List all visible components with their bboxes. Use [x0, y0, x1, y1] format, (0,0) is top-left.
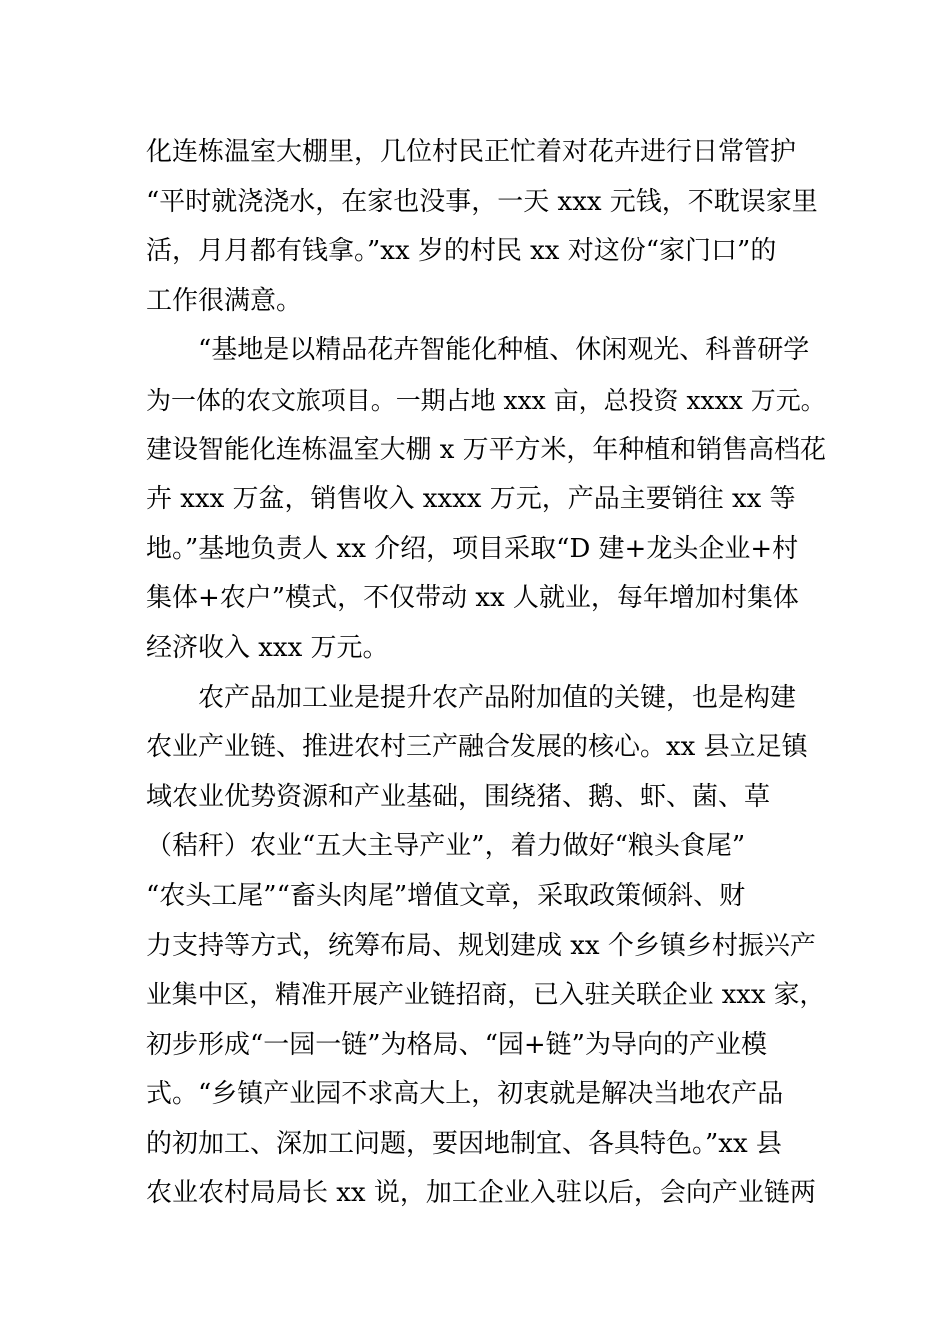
text-line: 域农业优势资源和产业基础，围绕猪、鹅、虾、菌、草	[146, 781, 771, 812]
text-line: “农头工尾”“畜头肉尾”增值文章，采取政策倾斜、财	[146, 880, 746, 911]
text-line: 卉 xxx 万盆，销售收入 xxxx 万元，产品主要销往 xx 等	[146, 484, 796, 515]
text-line: （秸秆）农业“五大主导产业”，着力做好“粮头食尾”	[146, 831, 746, 862]
text-line: 为一体的农文旅项目。一期占地 xxx 亩，总投资 xxxx 万元。	[146, 385, 826, 415]
text-line: 经济收入 xxx 万元。	[146, 632, 389, 663]
text-line: 式。“乡镇产业园不求高大上，初衷就是解决当地农产品	[146, 1079, 784, 1110]
text-line: 化连栋温室大棚里，几位村民正忙着对花卉进行日常管护	[146, 137, 797, 167]
text-line: 活，月月都有钱拿。”xx 岁的村民 xx 对这份“家门口”的	[146, 236, 777, 267]
text-line: 地。”基地负责人 xx 介绍，项目采取“D 建+龙头企业+村	[146, 533, 799, 564]
text-line: 农业产业链、推进农村三产融合发展的核心。xx 县立足镇	[146, 732, 808, 763]
text-line: 建设智能化连栋温室大棚 x 万平方米，年种植和销售高档花	[146, 434, 826, 465]
body-text	[146, 128, 826, 1219]
text-line: 力支持等方式，统筹布局、规划建成 xx 个乡镇乡村振兴产	[146, 930, 816, 961]
text-line: “平时就浇浇水，在家也没事，一天 xxx 元钱，不耽误家里	[146, 186, 818, 217]
text-line: 工作很满意。	[146, 285, 303, 316]
paragraph-start-line: 农产品加工业是提升农产品附加值的关键，也是构建	[198, 682, 797, 713]
text-line: 业集中区，精准开展产业链招商，已入驻关联企业 xxx 家，	[146, 980, 826, 1011]
paragraph-start-line: “基地是以精品花卉智能化种植、休闲观光、科普研学	[198, 335, 810, 366]
text-line: 集体+农户”模式，不仅带动 xx 人就业，每年增加村集体	[146, 583, 799, 614]
text-line: 农业农村局局长 xx 说，加工企业入驻以后，会向产业链两	[146, 1178, 816, 1209]
text-line: 初步形成“一园一链”为格局、“园+链”为导向的产业模	[146, 1029, 767, 1060]
text-line: 的初加工、深加工问题，要因地制宜、各具特色。”xx 县	[146, 1128, 782, 1159]
